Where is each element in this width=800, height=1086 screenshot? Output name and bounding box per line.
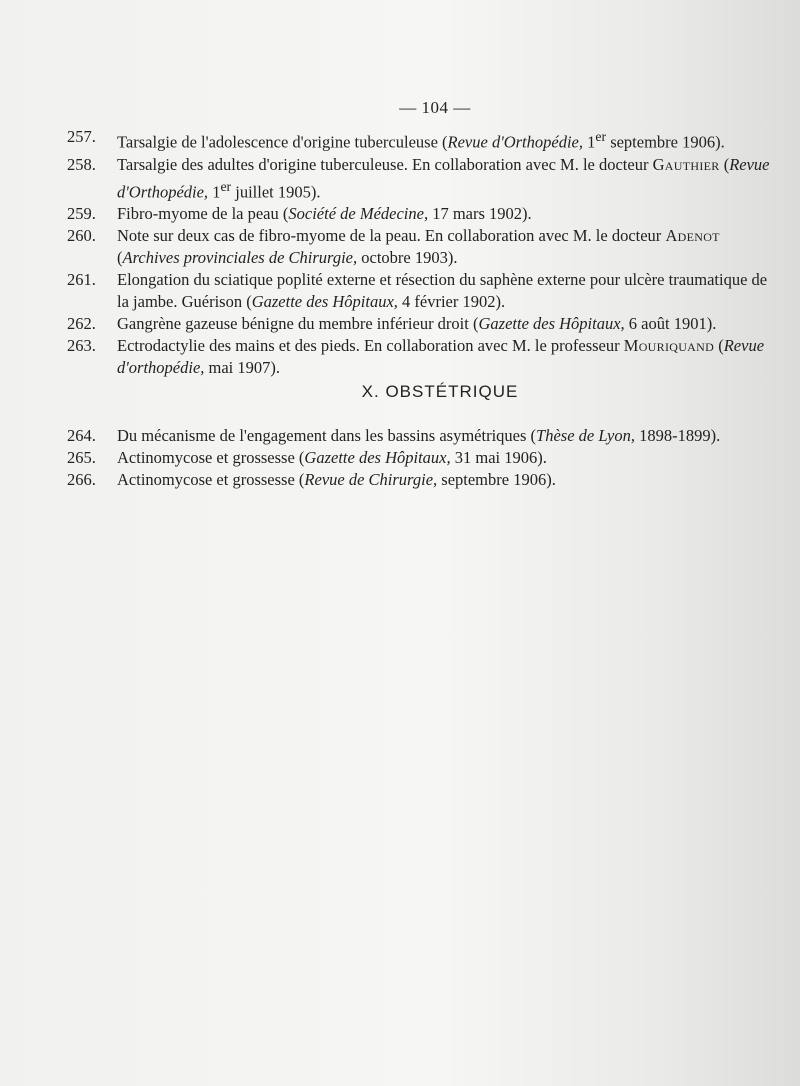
entry-number: 257.	[67, 127, 96, 146]
entry-number: 263.	[67, 336, 96, 355]
entry-number: 260.	[67, 226, 96, 245]
bibliography-entry	[67, 313, 772, 335]
journal-title: Thèse de Lyon,	[536, 426, 635, 445]
journal-title: Gazette des Hôpitaux,	[478, 314, 625, 333]
entry-text-segment: 1898-1899).	[634, 426, 721, 445]
entry-text-segment: 17 mars 1902).	[428, 204, 532, 223]
page-number: — 104 —	[399, 98, 471, 117]
entry-text-segment: Ectrodactylie des mains et des pieds. En collaboration avec M. le professeur	[117, 336, 624, 355]
section-heading: X. OBSTÉTRIQUE	[361, 382, 519, 401]
entry-number: 262.	[67, 314, 96, 333]
entry-text	[117, 469, 772, 491]
journal-title: Gazette des Hôpitaux,	[251, 292, 398, 311]
author-name: Gauthier	[652, 154, 720, 174]
entry-text	[117, 225, 772, 269]
entry-number: 266.	[67, 470, 96, 489]
entry-text-segment: septembre 1906).	[437, 470, 556, 489]
entry-text-segment: juillet 1905).	[231, 182, 321, 201]
entry-text	[117, 126, 772, 154]
ordinal-suffix: er	[220, 178, 232, 194]
bibliography-entry	[67, 126, 772, 154]
entry-text-segment: (	[117, 248, 123, 267]
ordinal-suffix: er	[595, 129, 607, 144]
entry-number: 261.	[67, 270, 96, 289]
entry-text-segment: Actinomycose et grossesse (	[117, 470, 305, 489]
bibliography-entry	[67, 469, 772, 491]
bibliography-entry	[67, 154, 772, 204]
entry-text	[117, 313, 772, 335]
entry-text-segment: mai 1907).	[204, 358, 281, 377]
entry-number: 264.	[67, 426, 96, 445]
bibliography-entry	[67, 203, 772, 225]
bibliography-entry	[67, 269, 772, 313]
entry-text-segment: (	[714, 336, 724, 355]
entry-text-segment: septembre 1906).	[606, 132, 725, 152]
entry-number: 265.	[67, 448, 96, 467]
entry-text	[117, 154, 772, 204]
entry-text	[117, 203, 772, 225]
entry-text-segment: Tarsalgie de l'adolescence d'origine tuberculeuse (	[117, 132, 448, 152]
author-name: Adenot	[665, 226, 720, 245]
bibliography-entry	[67, 335, 772, 379]
entry-text-segment: (	[719, 154, 730, 174]
bibliography-list-obstetrique	[67, 425, 772, 491]
entry-text-segment: Tarsalgie des adultes d'origine tuberculeuse. En collaboration avec M. le docteur	[117, 154, 653, 174]
entry-text-segment: Elongation du sciatique poplité externe et résection du saphène externe pour ulcère traumatique de la jambe. Guérison (	[117, 270, 768, 311]
entry-text-segment: 31 mai 1906).	[450, 448, 547, 467]
entry-text	[117, 269, 772, 313]
journal-title: Revue de Chirurgie,	[304, 470, 438, 489]
entry-number: 259.	[67, 204, 96, 223]
entry-number: 258.	[67, 154, 96, 174]
bibliography-entry	[67, 425, 772, 447]
entry-text-segment: octobre 1903).	[357, 248, 458, 267]
bibliography-entry	[67, 225, 772, 269]
entry-text-segment: 4 février 1902).	[397, 292, 506, 311]
entry-text-segment: 1	[208, 182, 221, 201]
entry-text	[117, 447, 772, 469]
bibliography-entry	[67, 447, 772, 469]
entry-text-segment: Du mécanisme de l'engagement dans les bassins asymétriques (	[117, 426, 537, 445]
entry-text	[117, 425, 772, 447]
entry-text-segment: Fibro-myome de la peau (	[117, 204, 289, 223]
entry-text	[117, 335, 772, 379]
journal-title: Revue d'Orthopédie,	[447, 132, 583, 152]
entry-text-segment: Gangrène gazeuse bénigne du membre inférieur droit (	[117, 314, 479, 333]
bibliography-list	[67, 126, 772, 379]
journal-title: Archives provinciales de Chirurgie,	[122, 248, 358, 267]
author-name: Mouriquand	[623, 336, 715, 355]
entry-text-segment: Actinomycose et grossesse (	[117, 448, 305, 467]
entry-text-segment: Note sur deux cas de fibro-myome de la peau. En collaboration avec M. le docteur	[117, 226, 666, 245]
journal-title: Société de Médecine,	[288, 204, 429, 223]
entry-text-segment: 6 août 1901).	[624, 314, 717, 333]
journal-title: Revue d'orthopédie,	[117, 336, 765, 377]
journal-title: Gazette des Hôpitaux,	[304, 448, 451, 467]
entry-text-segment: 1	[583, 132, 596, 152]
journal-title: Revue d'Orthopédie,	[117, 154, 770, 201]
